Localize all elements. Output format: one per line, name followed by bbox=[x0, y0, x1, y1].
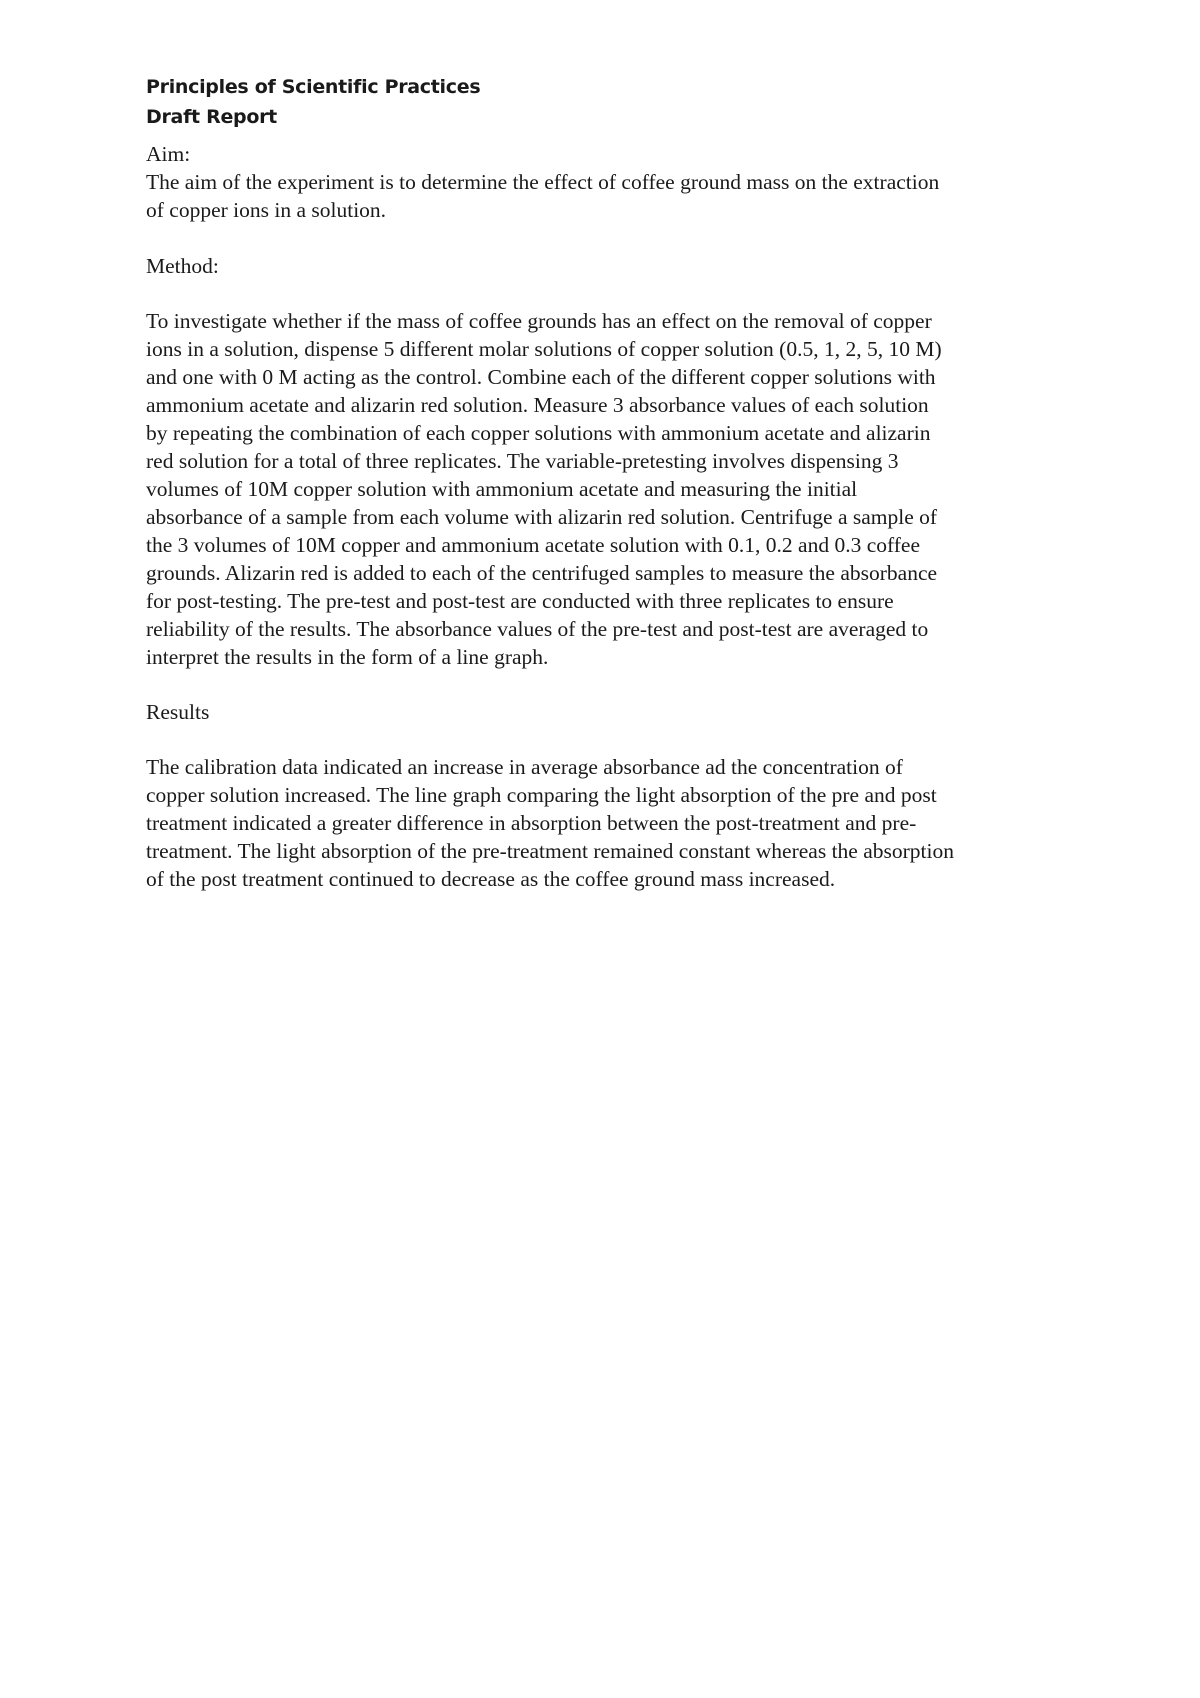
method-line: To investigate whether if the mass of coffee grounds has an effect on the removal of copper bbox=[146, 309, 932, 333]
method-line: reliability of the results. The absorbance values of the pre-test and post-test are averaged to bbox=[146, 617, 929, 641]
method-line: grounds. Alizarin red is added to each of the centrifuged samples to measure the absorbance bbox=[146, 561, 938, 585]
results-line: copper solution increased. The line graph comparing the light absorption of the pre and post bbox=[146, 783, 937, 807]
results-paragraph bbox=[146, 753, 1076, 893]
method-line: ammonium acetate and alizarin red solution. Measure 3 absorbance values of each solution bbox=[146, 393, 929, 417]
document-title: Principles of Scientific Practices bbox=[146, 76, 481, 98]
results-line: treatment. The light absorption of the pre-treatment remained constant whereas the absorption bbox=[146, 839, 954, 863]
document-subtitle: Draft Report bbox=[146, 106, 277, 128]
results-line: of the post treatment continued to decrease as the coffee ground mass increased. bbox=[146, 867, 836, 891]
aim-paragraph bbox=[146, 168, 1076, 224]
method-line: volumes of 10M copper solution with ammonium acetate and measuring the initial bbox=[146, 477, 858, 501]
method-paragraph bbox=[146, 307, 1076, 671]
method-line: for post-testing. The pre-test and post-test are conducted with three replicates to ensure bbox=[146, 589, 894, 613]
method-line: red solution for a total of three replicates. The variable-pretesting involves dispensing 3 bbox=[146, 449, 899, 473]
results-label: Results bbox=[146, 700, 210, 724]
method-line: ions in a solution, dispense 5 different molar solutions of copper solution (0.5, 1, 2, 5, 10 M) bbox=[146, 337, 942, 361]
method-line: absorbance of a sample from each volume with alizarin red solution. Centrifuge a sample of bbox=[146, 505, 938, 529]
results-line: treatment indicated a greater difference in absorption between the post-treatment and pre- bbox=[146, 811, 917, 835]
method-line: by repeating the combination of each copper solutions with ammonium acetate and alizarin bbox=[146, 421, 931, 445]
method-line: and one with 0 M acting as the control. Combine each of the different copper solutions with bbox=[146, 365, 936, 389]
method-label: Method: bbox=[146, 254, 219, 278]
method-line: interpret the results in the form of a line graph. bbox=[146, 645, 549, 669]
aim-line: The aim of the experiment is to determine the effect of coffee ground mass on the extraction bbox=[146, 170, 940, 194]
aim-label: Aim: bbox=[146, 142, 191, 166]
document-body bbox=[146, 72, 1076, 893]
method-line: the 3 volumes of 10M copper and ammonium acetate solution with 0.1, 0.2 and 0.3 coffee bbox=[146, 533, 921, 557]
aim-line: of copper ions in a solution. bbox=[146, 198, 387, 222]
results-line: The calibration data indicated an increase in average absorbance ad the concentration of bbox=[146, 755, 903, 779]
